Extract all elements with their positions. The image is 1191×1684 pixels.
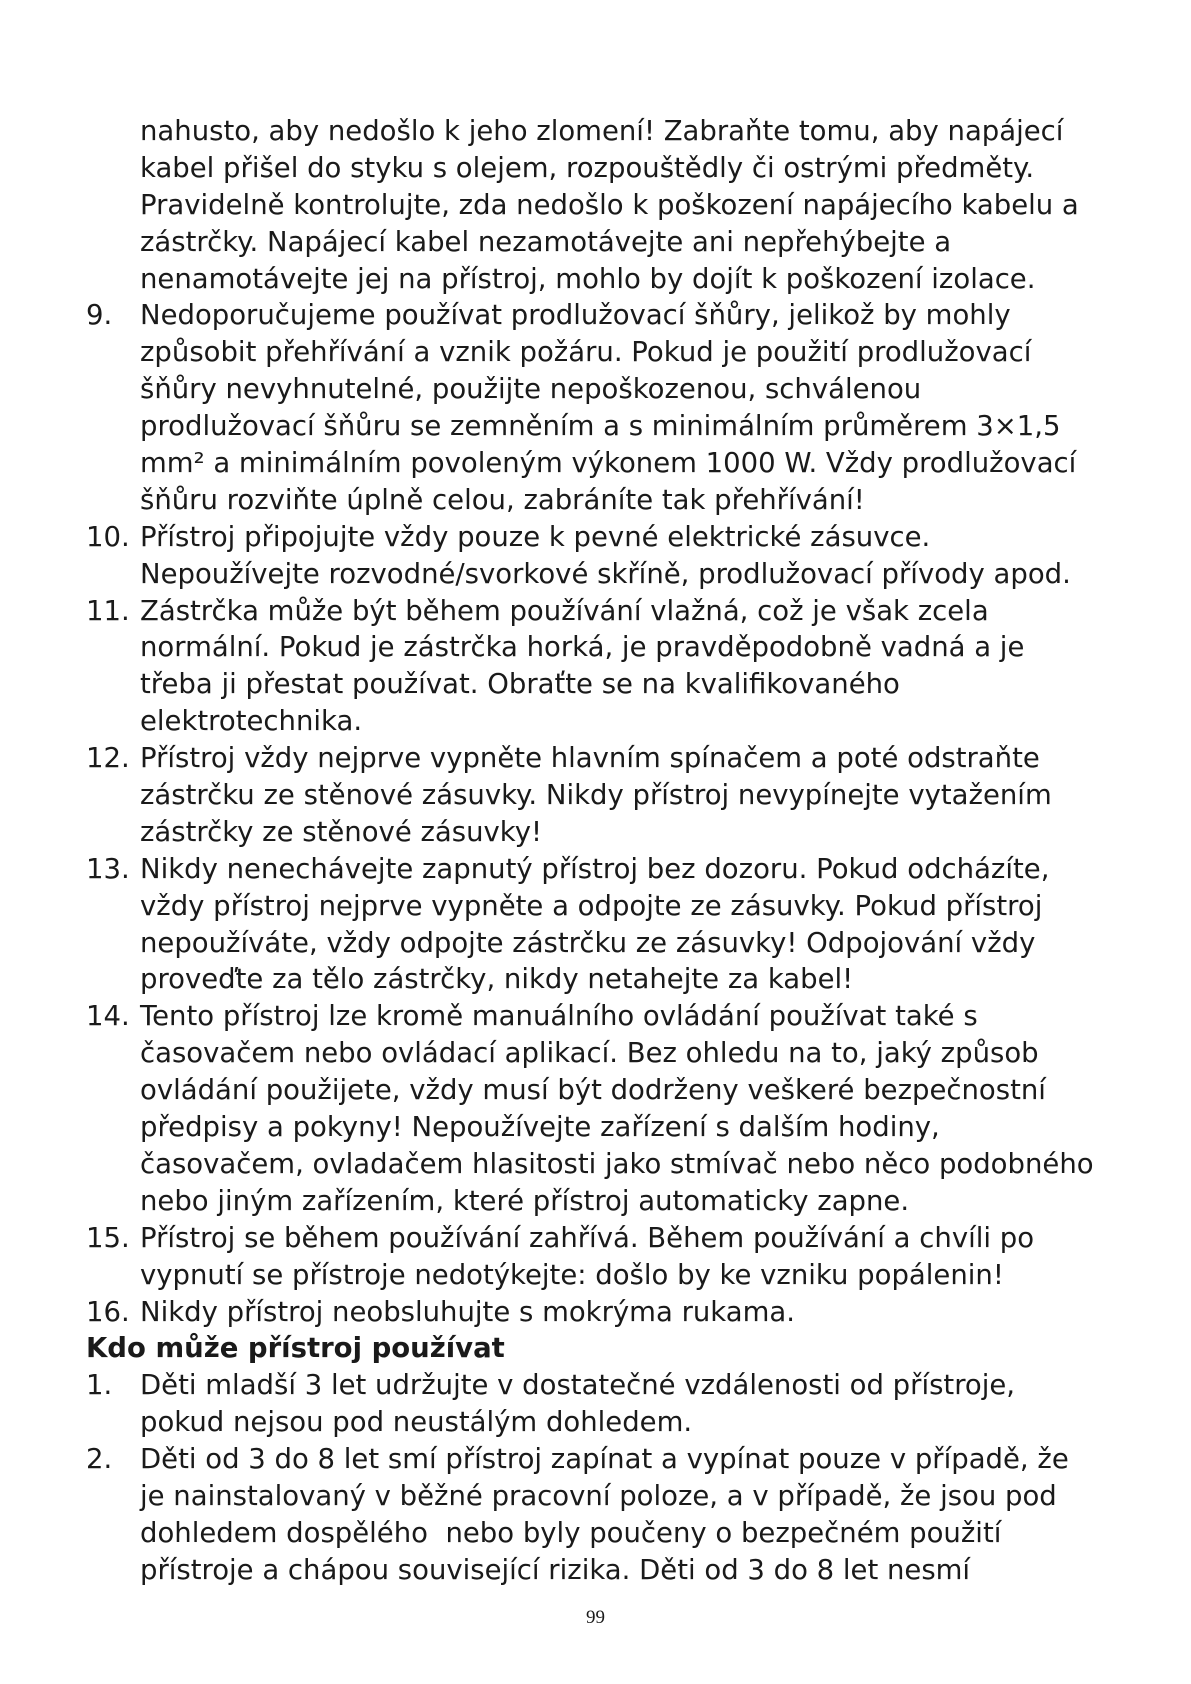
list-item: [86, 297, 1126, 518]
list-item-text: Přístroj připojujte vždy pouze k pevné elektrické zásuvce.: [140, 520, 931, 553]
page-content: [86, 113, 1126, 1589]
continuation-paragraph: [86, 113, 1126, 297]
list-item-text: Nikdy přístroj neobsluhujte s mokrýma rukama.: [140, 1295, 795, 1328]
list-item-text: časovačem nebo ovládací aplikací. Bez ohledu na to, jaký způsob: [140, 1037, 1039, 1070]
safety-list: [86, 297, 1126, 1330]
list-item-text: šňůry nevyhnutelné, použijte nepoškozenou, schválenou: [140, 373, 922, 406]
list-item-text: Přístroj se během používání zahřívá. Během používání a chvíli po: [140, 1221, 1035, 1254]
list-item-number: 13.: [86, 852, 130, 885]
list-item-text: způsobit přehřívání a vznik požáru. Pokud je použití prodlužovací: [140, 336, 1032, 369]
list-item-text: prodlužovací šňůru se zemněním a s minimálním průměrem 3×1,5: [140, 410, 1061, 443]
section-heading: Kdo může přístroj používat: [86, 1332, 505, 1365]
list-item-text: předpisy a pokyny! Nepoužívejte zařízení s dalším hodiny,: [140, 1111, 940, 1144]
list-item-text: Přístroj vždy nejprve vypněte hlavním spínačem a poté odstraňte: [140, 742, 1040, 775]
list-item-text: Tento přístroj lze kromě manuálního ovládání používat také s: [140, 1000, 978, 1033]
text-line: nenamotávejte jej na přístroj, mohlo by dojít k poškození izolace.: [140, 262, 1036, 295]
list-item: [86, 593, 1126, 741]
list-item: [86, 1367, 1126, 1441]
list-item: [86, 519, 1126, 593]
list-item-text: šňůru rozviňte úplně celou, zabráníte tak přehřívání!: [140, 483, 865, 516]
list-item-text: Nedoporučujeme používat prodlužovací šňůry, jelikož by mohly: [140, 299, 1011, 332]
list-item-text: mm² a minimálním povoleným výkonem 1000 W. Vždy prodlužovací: [140, 447, 1077, 480]
list-item-text: Děti od 3 do 8 let smí přístroj zapínat a vypínat pouze v případě, že: [140, 1443, 1069, 1476]
text-line: nahusto, aby nedošlo k jeho zlomení! Zabraňte tomu, aby napájecí: [140, 115, 1064, 147]
list-item-text: vypnutí se přístroje nedotýkejte: došlo by ke vzniku popálenin!: [140, 1258, 1004, 1291]
list-item: [86, 1294, 1126, 1331]
list-item-number: 9.: [86, 299, 113, 332]
list-item-number: 15.: [86, 1221, 130, 1254]
list-item-number: 14.: [86, 1000, 130, 1033]
list-item-number: 1.: [86, 1369, 113, 1402]
list-item-text: vždy přístroj nejprve vypněte a odpojte ze zásuvky. Pokud přístroj: [140, 889, 1043, 922]
list-item: [86, 851, 1126, 999]
text-line: Pravidelně kontrolujte, zda nedošlo k poškození napájecího kabelu a: [140, 188, 1079, 221]
list-item-text: nebo jiným zařízením, které přístroj automaticky zapne.: [140, 1184, 910, 1217]
list-item-number: 16.: [86, 1295, 130, 1328]
list-item-text: nepoužíváte, vždy odpojte zástrčku ze zásuvky! Odpojování vždy: [140, 926, 1036, 959]
list-item-text: dohledem dospělého nebo byly poučeny o bezpečném použití: [140, 1516, 1002, 1549]
text-line: kabel přišel do styku s olejem, rozpouštědly či ostrými předměty.: [140, 151, 1035, 184]
list-item-number: 2.: [86, 1443, 113, 1476]
list-item-text: Nepoužívejte rozvodné/svorkové skříně, prodlužovací přívody apod.: [140, 557, 1071, 590]
list-item-text: zástrčku ze stěnové zásuvky. Nikdy přístroj nevypínejte vytažením: [140, 779, 1052, 812]
list-item-text: časovačem, ovladačem hlasitosti jako stmívač nebo něco podobného: [140, 1147, 1094, 1180]
users-list: [86, 1367, 1126, 1588]
list-item-text: Děti mladší 3 let udržujte v dostatečné vzdálenosti od přístroje,: [140, 1369, 1016, 1402]
list-item-number: 10.: [86, 520, 130, 553]
list-item-text: přístroje a chápou související rizika. Děti od 3 do 8 let nesmí: [140, 1553, 971, 1586]
list-item-number: 12.: [86, 742, 130, 775]
list-item: [86, 998, 1126, 1219]
list-item: [86, 1220, 1126, 1294]
list-item-text: normální. Pokud je zástrčka horká, je pravděpodobně vadná a je: [140, 631, 1025, 664]
page-number: 99: [586, 1607, 605, 1628]
list-item-text: ovládání použijete, vždy musí být dodrženy veškeré bezpečnostní: [140, 1074, 1046, 1107]
text-line: zástrčky. Napájecí kabel nezamotávejte ani nepřehýbejte a: [140, 225, 952, 258]
list-item-text: elektrotechnika.: [140, 705, 363, 738]
list-item-text: pokud nejsou pod neustálým dohledem.: [140, 1406, 693, 1439]
list-item: [86, 740, 1126, 851]
list-item-text: Nikdy nenechávejte zapnutý přístroj bez dozoru. Pokud odcházíte,: [140, 852, 1050, 885]
list-item-text: třeba ji přestat používat. Obraťte se na kvalifikovaného: [140, 668, 900, 701]
list-item-text: zástrčky ze stěnové zásuvky!: [140, 815, 543, 848]
list-item: [86, 1441, 1126, 1589]
list-item-text: je nainstalovaný v běžné pracovní poloze, a v případě, že jsou pod: [140, 1479, 1057, 1512]
list-item-text: Zástrčka může být během používání vlažná, což je však zcela: [140, 594, 989, 627]
list-item-number: 11.: [86, 594, 130, 627]
list-item-text: proveďte za tělo zástrčky, nikdy netahejte za kabel!: [140, 963, 854, 996]
